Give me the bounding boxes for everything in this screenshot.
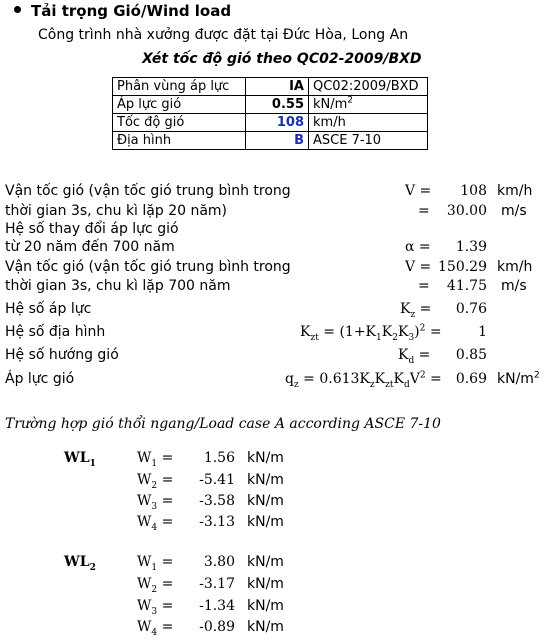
wl1-w4-value: -3.13 [199,514,235,530]
kzt-value: 1 [478,324,487,340]
kz-value: 0.76 [455,301,487,317]
table-cell-unit: km/h [309,114,428,132]
wl2-w2-value: -3.17 [199,576,235,592]
wl1-w2-value: -5.41 [199,472,235,488]
table-cell-unit: ASCE 7-10 [309,132,428,150]
table-cell-value: 0.55 [246,96,309,114]
w-unit: kN/m [247,619,284,635]
w-unit: kN/m [247,514,284,530]
wl2-w4-value: -0.89 [199,619,235,635]
velocity-unit-kmh: km/h [497,259,533,275]
section-heading [14,2,231,20]
table-row [113,114,428,132]
wind-parameters-table [112,77,428,150]
wind-velocity-700y-label-1: Vận tốc gió (vận tốc gió trung bình trong [5,259,291,275]
w1-label: $W_1$ = [137,450,174,469]
w2-label: $W_2$ = [137,472,174,491]
wl1-heading: $WL_1$ [64,450,96,469]
qz-label: Áp lực gió [5,371,75,387]
w-unit: kN/m [247,576,284,592]
table-row [113,96,428,114]
table-cell-label: Phân vùng áp lực [113,78,246,96]
table-cell-label: Địa hình [113,132,246,150]
wind-speed-subtitle: Xét tốc độ gió theo QC02-2009/BXD [142,51,422,67]
kz-label: Hệ số áp lực [5,301,92,317]
velocity-symbol: V = [405,183,432,199]
kd-value: 0.85 [455,347,487,363]
heading-text: Tải trọng Gió/Wind load [31,2,232,20]
w-unit: kN/m [247,598,284,614]
w-unit: kN/m [247,554,284,570]
equals-symbol: = [418,278,430,294]
kzt-label: Hệ số địa hình [5,324,106,340]
qz-formula: $q_z = 0.613K_zK_{zt}K_dV^2$ = [285,370,442,390]
w1-label: $W_1$ = [137,554,174,573]
w-unit: kN/m [247,472,284,488]
w3-label: $W_3$ = [137,493,174,512]
bullet-icon [14,6,21,13]
table-cell-unit: $kN/m^2$ [309,96,428,114]
table-cell-value: IA [246,78,309,96]
wl2-w3-value: -1.34 [199,598,235,614]
wind-velocity-20y-label-2: thời gian 3s, chu kì lặp 20 năm) [5,203,228,219]
wl2-heading: $WL_2$ [64,554,96,573]
wl1-w1-value: 1.56 [203,450,235,466]
velocity-unit-kmh: km/h [497,183,533,199]
velocity-700y-value-ms: 41.75 [446,278,487,294]
equals-symbol: = [418,203,430,219]
wl2-w1-value: 3.80 [203,554,235,570]
pressure-factor-label-2: từ 20 năm đến 700 năm [5,239,175,255]
qz-value: 0.69 [455,371,487,387]
kd-symbol: $K_d$ = [398,347,431,366]
w4-label: $W_4$ = [137,514,174,533]
kzt-formula: $K_{zt} = (1+K_1K_2K_3)^2$ = [300,323,442,343]
velocity-symbol: V = [405,259,432,275]
wind-velocity-700y-label-2: thời gian 3s, chu kì lặp 700 năm [5,278,231,294]
table-cell-label: Áp lực gió [113,96,246,114]
alpha-symbol: α = [405,239,431,255]
velocity-700y-value-kmh: 150.29 [438,259,487,275]
alpha-value: 1.39 [455,239,487,255]
load-case-title: Trường hợp gió thổi ngang/Load case A according ASCE 7-10 [5,416,441,432]
kz-symbol: $K_z$ = [400,301,432,320]
wind-velocity-20y-label-1: Vận tốc gió (vận tốc gió trung bình trong [5,183,291,199]
table-row [113,78,428,96]
w-unit: kN/m [247,493,284,509]
project-description: Công trình nhà xưởng được đặt tại Đức Hòa, Long An [38,27,409,43]
kd-label: Hệ số hướng gió [5,347,119,363]
velocity-unit-ms: m/s [501,203,527,219]
w4-label: $W_4$ = [137,619,174,638]
velocity-value-ms: 30.00 [446,203,487,219]
w2-label: $W_2$ = [137,576,174,595]
velocity-unit-ms: m/s [501,278,527,294]
table-cell-label: Tốc độ gió [113,114,246,132]
table-row [113,132,428,150]
qz-unit: $kN/m^2$ [497,370,540,387]
wl1-w3-value: -3.58 [199,493,235,509]
velocity-value-kmh: 108 [460,183,487,199]
w3-label: $W_3$ = [137,598,174,617]
table-cell-value: B [246,132,309,150]
table-cell-value: 108 [246,114,309,132]
table-cell-unit: QC02:2009/BXD [309,78,428,96]
pressure-factor-label-1: Hệ số thay đổi áp lực gió [5,221,179,237]
w-unit: kN/m [247,450,284,466]
